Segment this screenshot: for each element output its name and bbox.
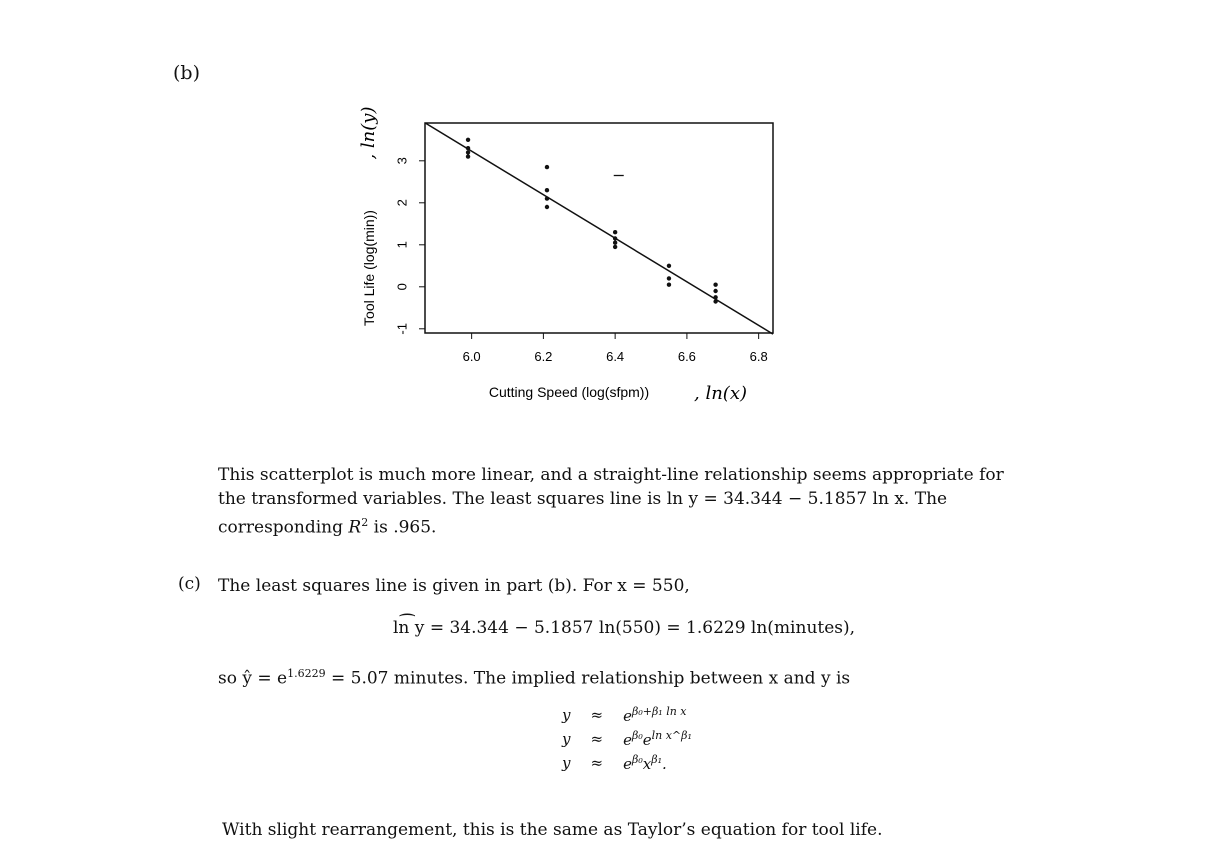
- data-point: [466, 150, 470, 154]
- part-b-label: (b): [173, 62, 200, 84]
- data-point: [545, 188, 549, 192]
- data-point: [667, 276, 671, 280]
- ln-y-hat: ⌢ ln y: [393, 618, 424, 638]
- equation-row: [552, 751, 702, 775]
- equation-rhs: = 34.344 − 5.1857 ln(550) = 1.6229 ln(minutes),: [429, 618, 856, 638]
- display-equation-c: [393, 618, 855, 638]
- para-b-line2c: The: [914, 489, 948, 509]
- data-point: [545, 205, 549, 209]
- y-tick-label: 0: [394, 283, 410, 291]
- para-b-line1: This scatterplot is much more linear, and a straight-line relationship seems appropriate for: [218, 465, 1004, 485]
- data-point: [613, 236, 617, 240]
- y-tick-label: -1: [394, 323, 410, 335]
- data-point: [713, 283, 717, 287]
- data-point: [466, 138, 470, 142]
- eq-rhs: $e^{\beta_0+\beta_1 ln x}$: [623, 705, 687, 725]
- data-point: [667, 264, 671, 268]
- data-point: [545, 165, 549, 169]
- eq-op: ≈: [590, 706, 604, 724]
- equation-row: [552, 703, 702, 727]
- y-tick-label: 3: [394, 157, 410, 165]
- x-axis-label: Cutting Speed (log(sfpm)): [488, 384, 650, 400]
- eq-lhs: y: [562, 754, 571, 772]
- para-c2-end: = 5.07 minutes. The implied relationship between x and y is: [331, 668, 851, 689]
- eq-op: ≈: [590, 754, 604, 772]
- x-tick-label: 6.2: [534, 349, 553, 364]
- eq-rhs: $e^{\beta_0}x^{\beta_1}$.: [623, 753, 667, 773]
- paragraph-part-c-3: With slight rearrangement, this is the same as Taylor’s equation for tool life.: [222, 820, 883, 840]
- eq-lhs: y: [562, 730, 571, 748]
- r-squared-exponent: 2: [361, 516, 369, 529]
- data-point: [713, 299, 717, 303]
- equation-row: [552, 727, 702, 751]
- regression-line: [425, 123, 773, 334]
- x-tick-label: 6.0: [462, 349, 481, 364]
- para-c2-exponent: 1.6229: [287, 667, 326, 680]
- para-c2-start: so ŷ = e: [218, 668, 288, 689]
- paragraph-part-c-2: [218, 662, 850, 691]
- para-b-line3a: corresponding: [218, 517, 344, 538]
- x-tick-label: 6.4: [606, 349, 625, 364]
- x-tick-label: 6.6: [677, 349, 696, 364]
- y-axis-label: Tool Life (log(min)): [361, 210, 377, 326]
- eq-op: ≈: [590, 730, 604, 748]
- data-point: [545, 196, 549, 200]
- relationship-equations: [552, 703, 702, 775]
- para-b-equation: ln y = 34.344 − 5.1857 ln x.: [666, 489, 910, 509]
- data-point: [713, 289, 717, 293]
- data-point: [613, 245, 617, 249]
- paragraph-part-c-1: The least squares line is given in part (b). For x = 550,: [218, 576, 690, 596]
- y-tick-label: 1: [394, 241, 410, 249]
- part-c-label: (c): [178, 574, 201, 594]
- r-squared-symbol: R: [348, 517, 362, 538]
- para-b-line2a: the transformed variables. The least squares line is: [218, 489, 662, 509]
- eq-lhs: y: [562, 706, 571, 724]
- eq-rhs: $e^{\beta_0}e^{ln x\^{}\beta_1}$: [623, 729, 692, 749]
- paragraph-part-b: [218, 463, 1068, 540]
- y-tick-label: 2: [394, 199, 410, 207]
- x-axis-handwritten-label: , ln(x): [694, 383, 747, 404]
- data-point: [613, 230, 617, 234]
- data-point: [713, 295, 717, 299]
- r-squared-value: is .965.: [373, 517, 437, 538]
- scatter-chart: [330, 95, 800, 415]
- x-tick-label: 6.8: [749, 349, 768, 364]
- data-point: [613, 241, 617, 245]
- data-point: [466, 146, 470, 150]
- y-axis-handwritten-label: , ln(y): [358, 106, 379, 160]
- data-point: [466, 154, 470, 158]
- data-point: [667, 283, 671, 287]
